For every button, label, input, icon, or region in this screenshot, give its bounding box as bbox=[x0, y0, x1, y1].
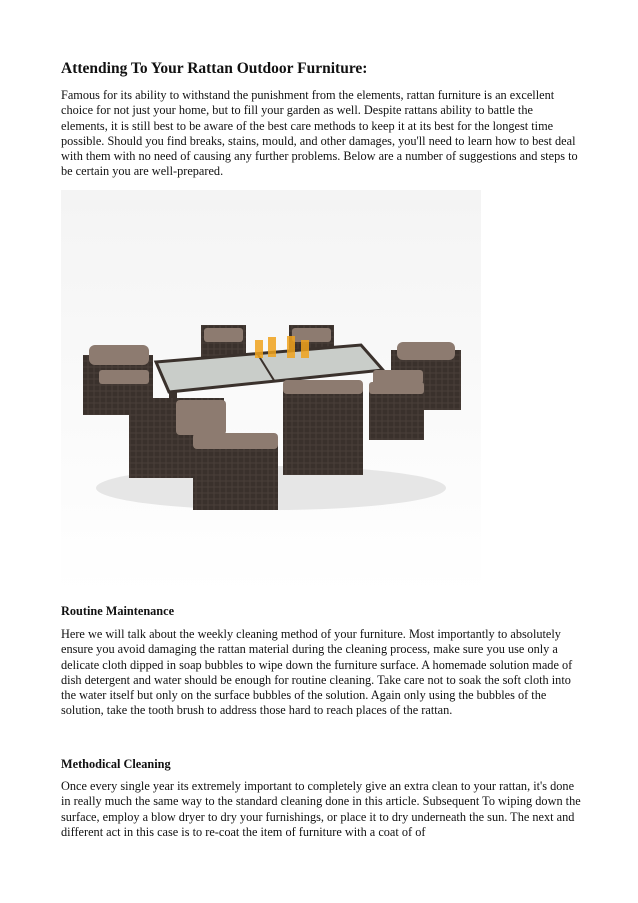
section-heading-routine: Routine Maintenance bbox=[61, 604, 175, 618]
page-title: Attending To Your Rattan Outdoor Furniture: bbox=[61, 60, 368, 77]
intro-paragraph: Famous for its ability to withstand the punishment from the elements, rattan furniture is an excellent choice for not just your home, but to fill your garden as well. Despite rattans ability to battle the elements, it is still best to be aware of the best care methods to keep it at its best for the longest time possible. Should you find breaks, stains, mould, and other damages, you'll need to learn how to best deal with them with no need of causing any further problems. Below are a number of suggestions and steps to be certain you are well-prepared. bbox=[61, 88, 578, 179]
section-heading-methodical: Methodical Cleaning bbox=[61, 757, 171, 771]
front-ottoman bbox=[193, 433, 278, 510]
right-ottoman bbox=[369, 382, 424, 440]
section-body-routine: Here we will talk about the weekly cleaning method of your furniture. Most importantly to absolutely ensure you avoid damaging the rattan material during the cleaning process, make sure you use only a delicate cloth dipped in soap bubbles to wipe down the furniture surface. A homemade solution made of dish detergent and water should be enough for routine cleaning. Take care not to soak the soft cloth into the water itself but only on the surface bubbles of the solution. Again only using the bubbles of the solution, take the tooth brush to address those hard to reach places of the rattan. bbox=[61, 627, 573, 718]
rattan-furniture-photo bbox=[61, 190, 481, 595]
section-body-methodical: Once every single year its extremely important to completely give an extra clean to your rattan, it's done in really much the same way to the standard cleaning done in this article. Subsequent To wiping down the surface, employ a blow dryer to dry your furnishings, or place it to dry underneath the sun. The next and different act in this case is to re-coat the item of furniture with a coat of of bbox=[61, 779, 581, 839]
front-right-chair bbox=[283, 380, 363, 475]
